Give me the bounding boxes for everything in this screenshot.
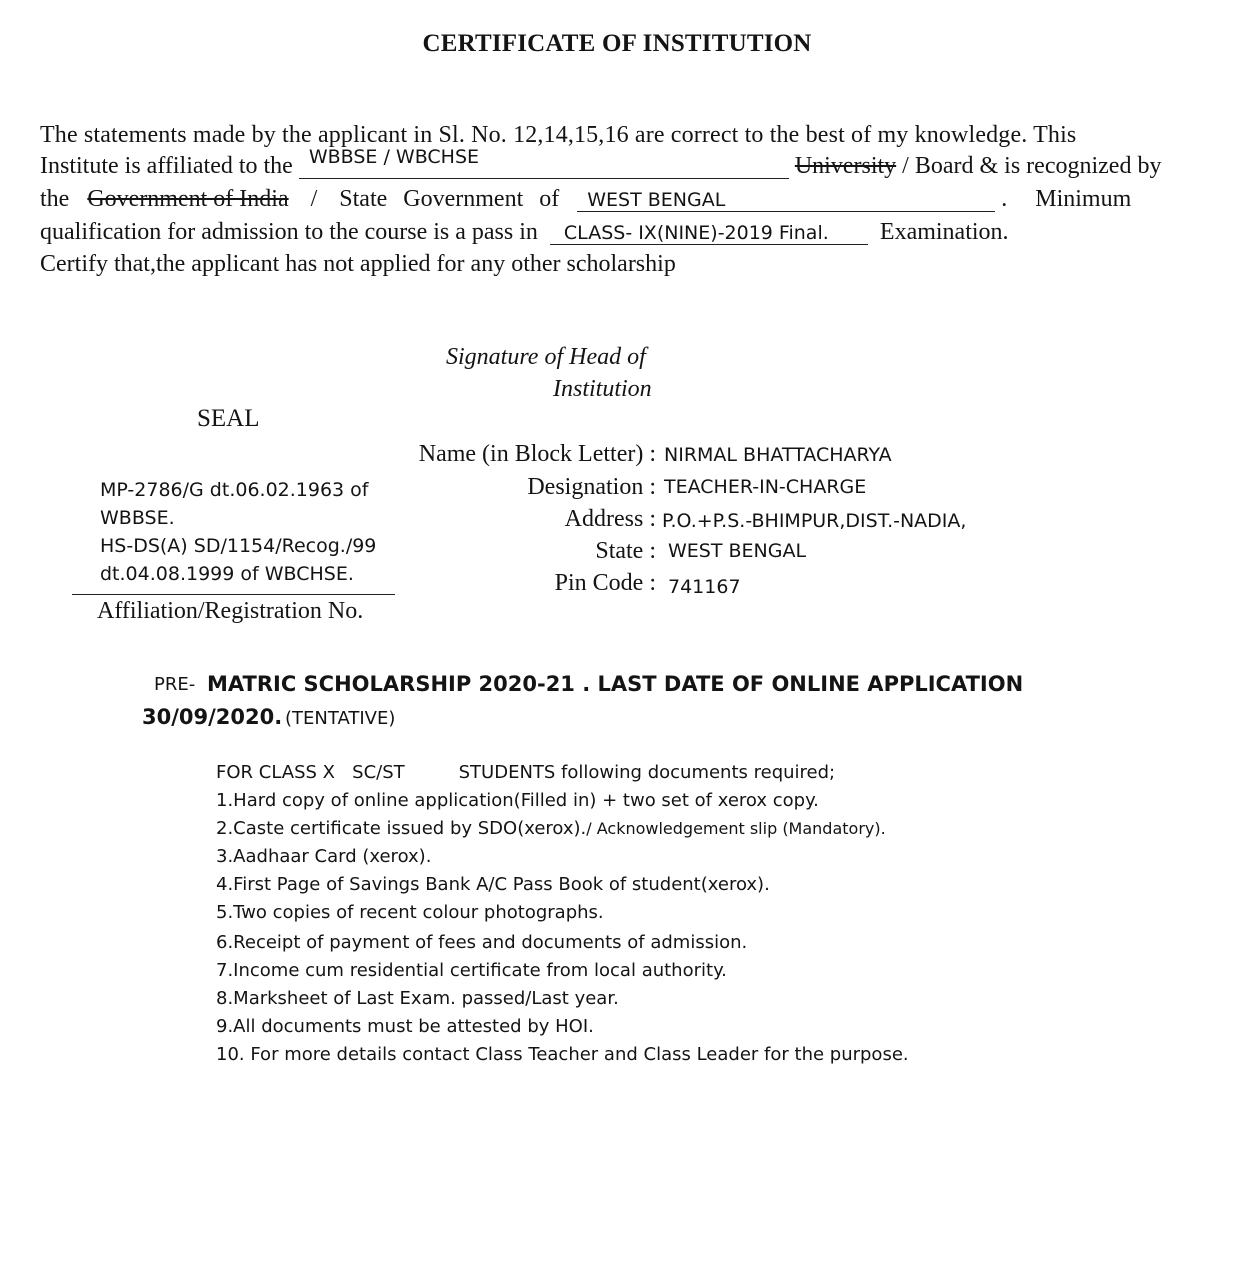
board-recognized-text: / Board & is recognized by [902,153,1162,179]
notice-tentative: (TENTATIVE) [285,708,396,729]
pin-code-label: Pin Code : [554,570,656,596]
statement-line-1 [40,122,1196,149]
name-label: Name (in Block Letter) : [418,441,656,467]
signature-head-label-line-1: Signature of Head of [446,344,646,370]
university-struck-text: University [794,153,897,179]
slash-separator: / [310,186,318,212]
documents-header-students: STUDENTS following documents required; [458,762,836,783]
government-of-india-struck-text: Government of India [87,186,289,212]
document-item-7: 7.Income cum residential certificate from local authority. [216,960,727,981]
certificate-title: CERTIFICATE OF INSTITUTION [422,30,812,57]
state-government-of-label: State Government of [339,186,560,212]
document-item-2-text: 2.Caste certificate issued by SDO(xerox). [216,818,587,839]
affiliation-value: WBBSE / WBCHSE [308,146,480,168]
document-item-5: 5.Two copies of recent colour photographs. [216,902,604,923]
state-label: State : [595,538,656,564]
document-item-6: 6.Receipt of payment of fees and documents of admission. [216,932,748,953]
seal-label: SEAL [197,405,260,432]
documents-header [216,762,835,783]
examination-label: Examination. [879,219,1009,245]
affiliated-to-label: Institute is affiliated to the [40,153,293,179]
notice-pre: PRE- [154,674,196,695]
designation-label: Designation : [527,474,656,500]
document-item-2-suffix: / Acknowledgement slip (Mandatory). [586,819,886,838]
qualification-value: CLASS- IX(NINE)-2019 Final. [563,222,829,244]
statement-line-1-text: The statements made by the applicant in Sl. No. 12,14,15,16 are correct to the best of my knowledge. This [40,122,1077,148]
address-value: P.O.+P.S.-BHIMPUR,DIST.-NADIA, [662,510,967,532]
signature-head-label-line-2: Institution [553,376,652,402]
document-item-1: 1.Hard copy of online application(Filled in) + two set of xerox copy. [216,790,819,811]
document-item-8: 8.Marksheet of Last Exam. passed/Last year. [216,988,619,1009]
document-item-10: 10. For more details contact Class Teacher and Class Leader for the purpose. [216,1044,909,1065]
state-government-value: WEST BENGAL [587,189,726,211]
statement-line-3 [40,186,1196,213]
state-government-field [577,189,995,212]
registration-line-1: MP-2786/G dt.06.02.1963 of [100,479,369,501]
the-word: the [40,186,70,212]
affiliation-field [299,146,789,179]
state-value: WEST BENGAL [668,540,807,562]
address-label: Address : [564,506,656,532]
notice-headline: MATRIC SCHOLARSHIP 2020-21 . LAST DATE OF ONLINE APPLICATION [207,672,1024,696]
no-other-scholarship-text: Certify that,the applicant has not applied for any other scholarship [40,251,676,277]
document-item-3: 3.Aadhaar Card (xerox). [216,846,432,867]
statement-line-5 [40,251,676,278]
document-item-2 [216,818,886,839]
registration-line-3: HS-DS(A) SD/1154/Recog./99 [100,535,377,557]
statement-line-4 [40,219,1009,246]
designation-value: TEACHER-IN-CHARGE [664,476,867,498]
minimum-text: . Minimum [1001,186,1132,212]
registration-line-4: dt.04.08.1999 of WBCHSE. [100,563,354,585]
affiliation-registration-caption: Affiliation/Registration No. [97,598,364,624]
document-item-4: 4.First Page of Savings Bank A/C Pass Book of student(xerox). [216,874,770,895]
document-item-9: 9.All documents must be attested by HOI. [216,1016,594,1037]
registration-line-2: WBBSE. [100,507,175,529]
documents-header-class: FOR CLASS X SC/ST [216,762,405,783]
name-value: NIRMAL BHATTACHARYA [664,444,892,466]
qualification-label: qualification for admission to the course is a pass in [40,219,538,245]
pin-code-value: 741167 [668,576,741,598]
statement-line-2 [40,146,1196,180]
notice-last-date: 30/09/2020. [142,705,283,729]
qualification-field [550,222,868,245]
